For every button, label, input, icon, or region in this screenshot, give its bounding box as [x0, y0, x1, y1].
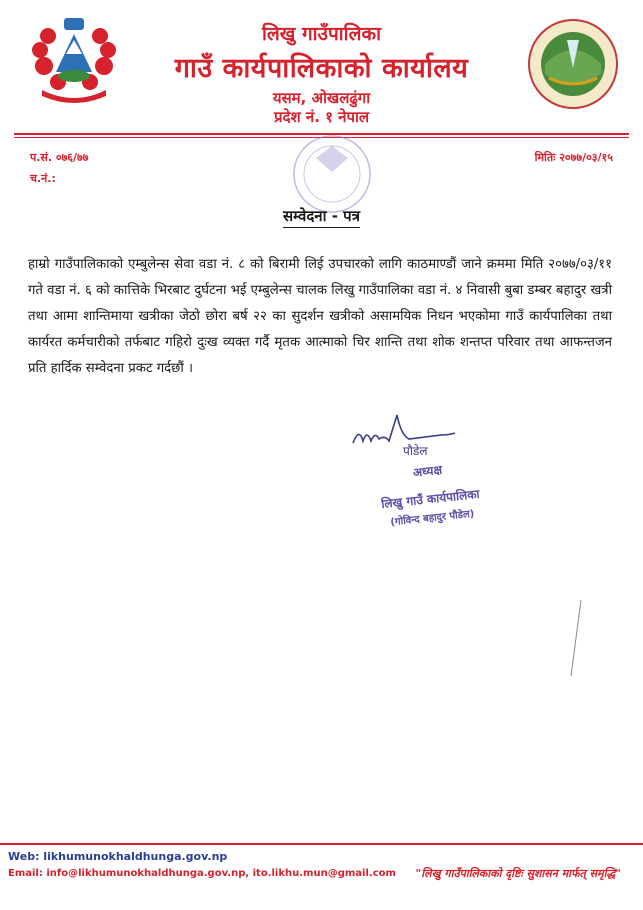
- footer-website[interactable]: Web: likhumunokhaldhunga.gov.np: [8, 850, 228, 863]
- footer-email[interactable]: Email: info@likhumunokhaldhunga.gov.np, ito.likhu.mun@gmail.com: [8, 868, 396, 879]
- footer-divider: [0, 843, 643, 845]
- footer-slogan: "लिखु गाउँपालिकाको दृष्टिः सुशासन मार्फत् समृद्धि": [415, 867, 621, 880]
- letter-reference-number: प.सं. ०७६/७७: [30, 151, 89, 164]
- office-title: गाउँ कार्यपालिकाको कार्यालय: [174, 53, 469, 84]
- letter-date: मितिः २०७७/०३/१५: [534, 151, 613, 164]
- office-location: यसम, ओखलढुंगा: [272, 89, 371, 107]
- pen-mark: [567, 598, 587, 678]
- official-seal: [359, 463, 504, 547]
- letter-subject-text: सम्वेदना - पत्र: [283, 207, 360, 228]
- office-province: प्रदेश नं. १ नेपाल: [273, 108, 370, 126]
- seal-title: अध्यक्ष: [412, 462, 443, 480]
- letter-body: हाम्रो गाउँपालिकाको एम्बुलेन्स सेवा वडा नं. ८ को बिरामी लिई उपचारको लागि काठमाण्डौं जाने क्रममा मिति २०७७/०३/११ गते वडा नं. ६ को कात्तिके भिरबाट दुर्घटना भई एम्बुलेन्स चालक लिखु गाउँपालिका वडा नं. ४ निवासी बुबा डम्बर बहादुर खत्री तथा आमा शान्तिमाया खत्रीका जेठो छोरा बर्ष २२ का सुदर्शन खत्रीको असामयिक निधन भएकोमा गाउँ कार्यपालिका तथा कार्यरत कर्मचारीको तर्फबाट गहिरो दुःख व्यक्त गर्दै मृतक आत्माको चिर शान्ति तथा शोक शन्तप्त परिवार तथा आफन्तजन प्रति हार्दिक सम्वेदना प्रकट गर्दछौं ।: [28, 257, 612, 376]
- seal-signatory-name: (गोविन्द बहादुर पौडेल): [389, 508, 475, 529]
- letter-subject: [0, 206, 643, 226]
- signature-name-handwritten: पौडेल: [403, 444, 428, 458]
- handwritten-signature: [345, 405, 465, 460]
- dispatch-number: च.नं.:: [30, 172, 56, 185]
- seal-organization: लिखु गाउँ कार्यपालिका: [380, 486, 481, 512]
- municipality-name: लिखु गाउँपालिका: [261, 23, 382, 45]
